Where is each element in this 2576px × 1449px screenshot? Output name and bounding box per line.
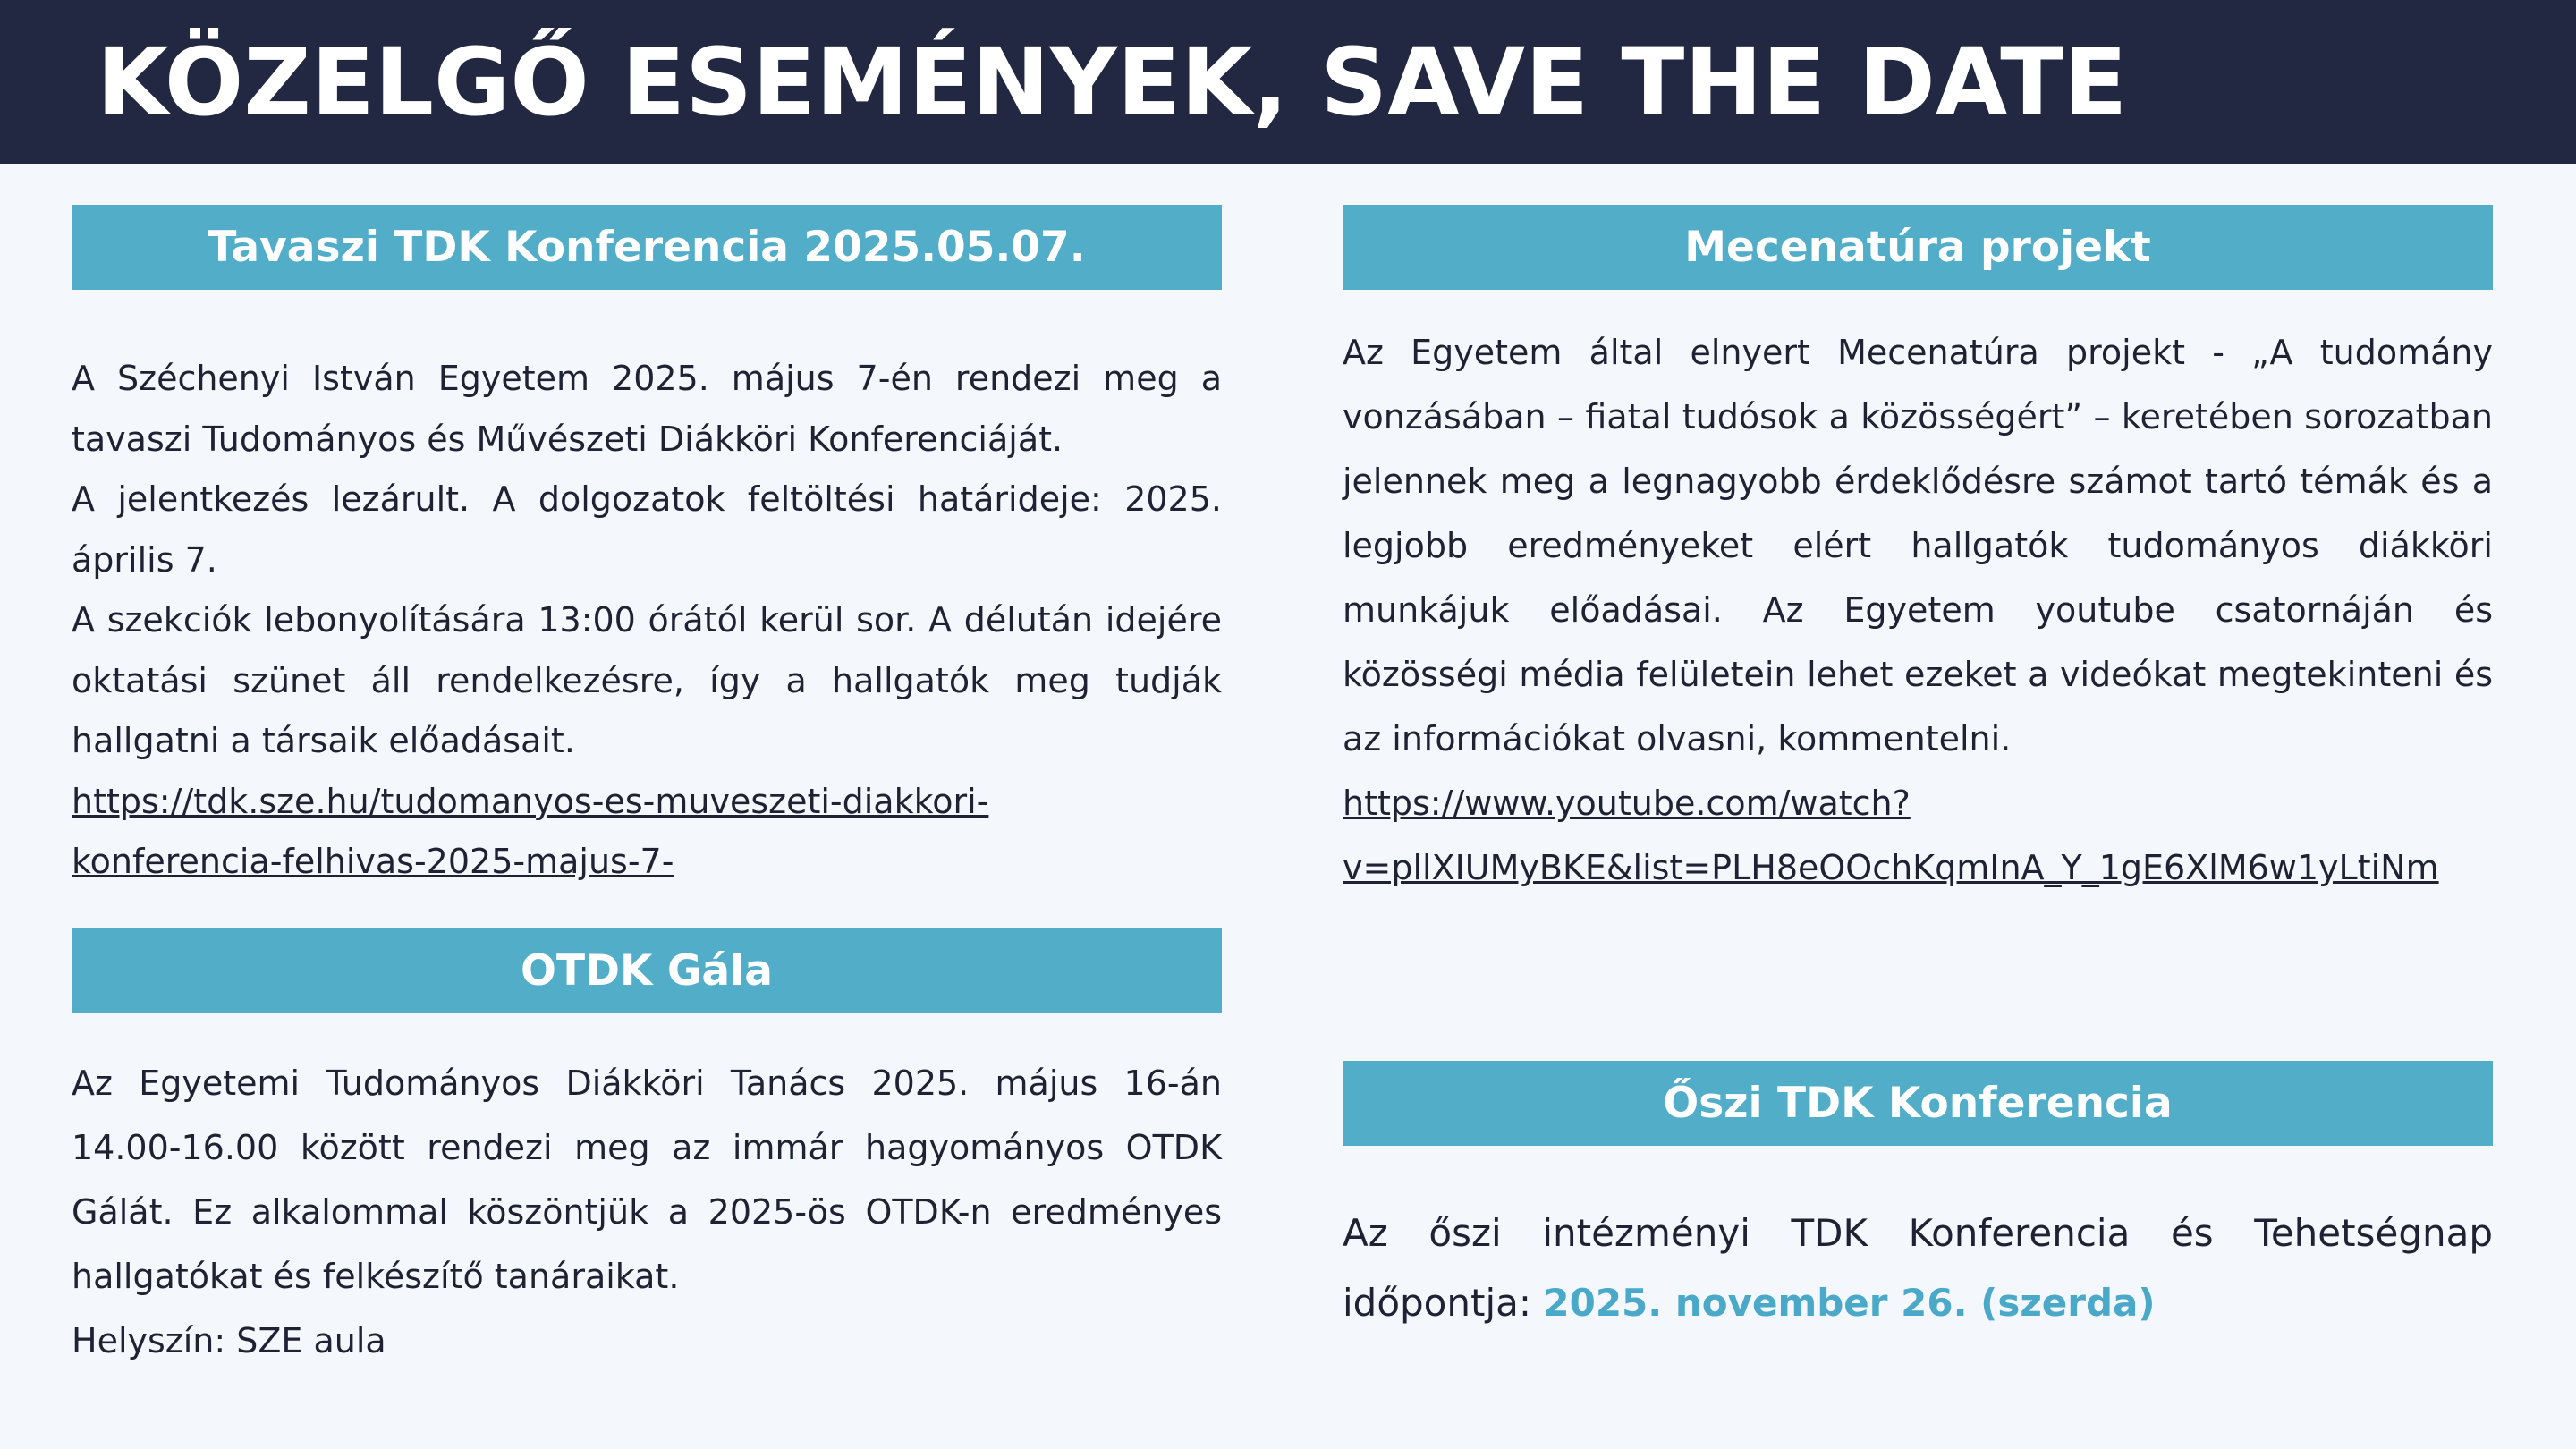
- tdk-spring-link-line2[interactable]: konferencia-felhivas-2025-majus-7-: [72, 842, 674, 881]
- mecenatura-link-line2[interactable]: v=pllXIUMyBKE&list=PLH8eOOchKqmInA_Y_1gE6XlM6w1yLtiNm: [1343, 848, 2439, 887]
- tdk-spring-link-line1[interactable]: https://tdk.sze.hu/tudomanyos-es-muveszeti-diakkori-: [72, 781, 989, 821]
- tdk-spring-intro: A Széchenyi István Egyetem 2025. május 7-én rendezi meg a tavaszi Tudományos és Művészeti Diákköri Konferenciáját.: [72, 359, 1222, 459]
- section-title-tdk-spring: Tavaszi TDK Konferencia 2025.05.07.: [72, 205, 1222, 290]
- section-title-tdk-autumn: Őszi TDK Konferencia: [1343, 1061, 2493, 1146]
- mecenatura-link-line1[interactable]: https://www.youtube.com/watch?: [1343, 784, 1911, 823]
- otdk-gala-description: Az Egyetemi Tudományos Diákköri Tanács 2025. május 16-án 14.00-16.00 között rendezi meg az immár hagyományos OTDK Gálát. Ez alkalommal köszöntjük a 2025-ös OTDK-n eredményes hallgatókat és felkészítő tanáraikat.: [72, 1063, 1222, 1296]
- tdk-autumn-text: [1343, 1199, 2493, 1338]
- mecenatura-description: Az Egyetem által elnyert Mecenatúra projekt - „A tudomány vonzásában – fiatal tudósok a közösségért” – keretében sorozatban jelennek meg a legnagyobb érdeklődésre számot tartó témák és a legjobb eredményeket elért hallgatók tudományos diákköri munkájuk előadásai. Az Egyetem youtube csatornáján és közösségi média felületein lehet ezeket a videókat megtekinteni és az információkat olvasni, kommentelni.: [1343, 333, 2493, 758]
- page-header: [0, 0, 2576, 164]
- otdk-gala-body: [72, 1051, 1222, 1373]
- section-title-otdk-gala: OTDK Gála: [72, 928, 1222, 1013]
- tdk-spring-schedule: A szekciók lebonyolítására 13:00 órától kerül sor. A délután idejére oktatási szünet áll rendelkezésre, így a hallgatók meg tudják hallgatni a társaik előadásait.: [72, 600, 1222, 760]
- page-title: KÖZELGŐ ESEMÉNYEK, SAVE THE DATE: [97, 28, 2128, 137]
- tdk-autumn-body: [1343, 1199, 2493, 1338]
- tdk-spring-deadline: A jelentkezés lezárult. A dolgozatok feltöltési határideje: 2025. április 7.: [72, 479, 1222, 580]
- otdk-gala-location: Helyszín: SZE aula: [72, 1321, 386, 1360]
- section-title-mecenatura: Mecenatúra projekt: [1343, 205, 2493, 290]
- tdk-spring-body: [72, 349, 1222, 893]
- tdk-autumn-date: 2025. november 26. (szerda): [1543, 1281, 2156, 1325]
- mecenatura-body: [1343, 320, 2493, 900]
- tdk-autumn-text-before: Az őszi intézményi TDK Konferencia és Tehetségnap időpontja:: [1343, 1211, 2493, 1325]
